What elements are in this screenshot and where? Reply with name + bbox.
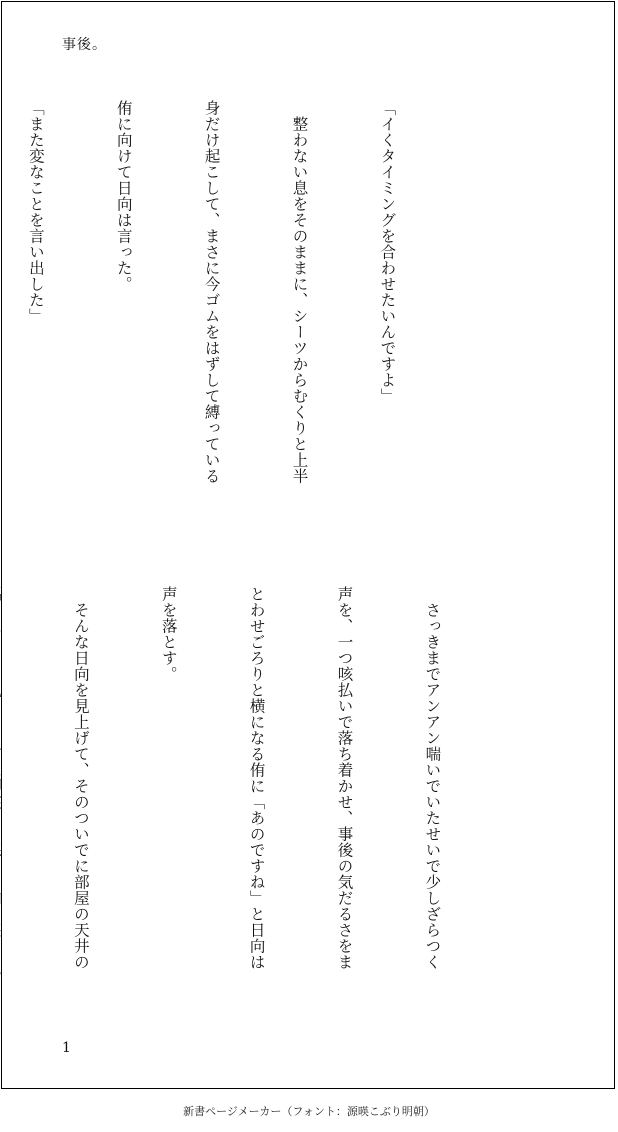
text-line: 整わない息をそのままに、シーツからむくりと上半 [290, 100, 309, 484]
vertical-text-top-block [0, 100, 460, 532]
text-line: 声を、一つ咳払いで落ち着かせ、事後の気だるさをま [335, 586, 354, 970]
page-number: 1 [62, 1040, 71, 1056]
text-line: 身だけ起こして、まさに今ゴムをはずして縛っている [202, 100, 221, 484]
text-line: そんな日向を見上げて、そのついでに部屋の天井の [71, 586, 90, 970]
page-head-text: 事後。 [62, 37, 107, 53]
text-line: 「イくタイミングを合わせたいんですよ」 [378, 100, 397, 404]
text-line: さっきまでアンアン喘いでいたせいで少しざらつく [423, 586, 442, 970]
text-line: 「また変なことを言い出した」 [26, 100, 45, 324]
book-page [1, 1, 615, 1089]
text-line: 侑に向けて日向は言った。 [114, 100, 133, 292]
text-line [0, 586, 7, 1018]
text-line: とわせごろりと横になる侑に「あのですね」と日向は [247, 586, 266, 970]
footer-credit: 新書ページメーカー（フォント：源暎こぶり明朝） [183, 1105, 435, 1118]
vertical-text-bottom-block [0, 586, 505, 1018]
text-line: 声を落とす。 [159, 586, 178, 682]
